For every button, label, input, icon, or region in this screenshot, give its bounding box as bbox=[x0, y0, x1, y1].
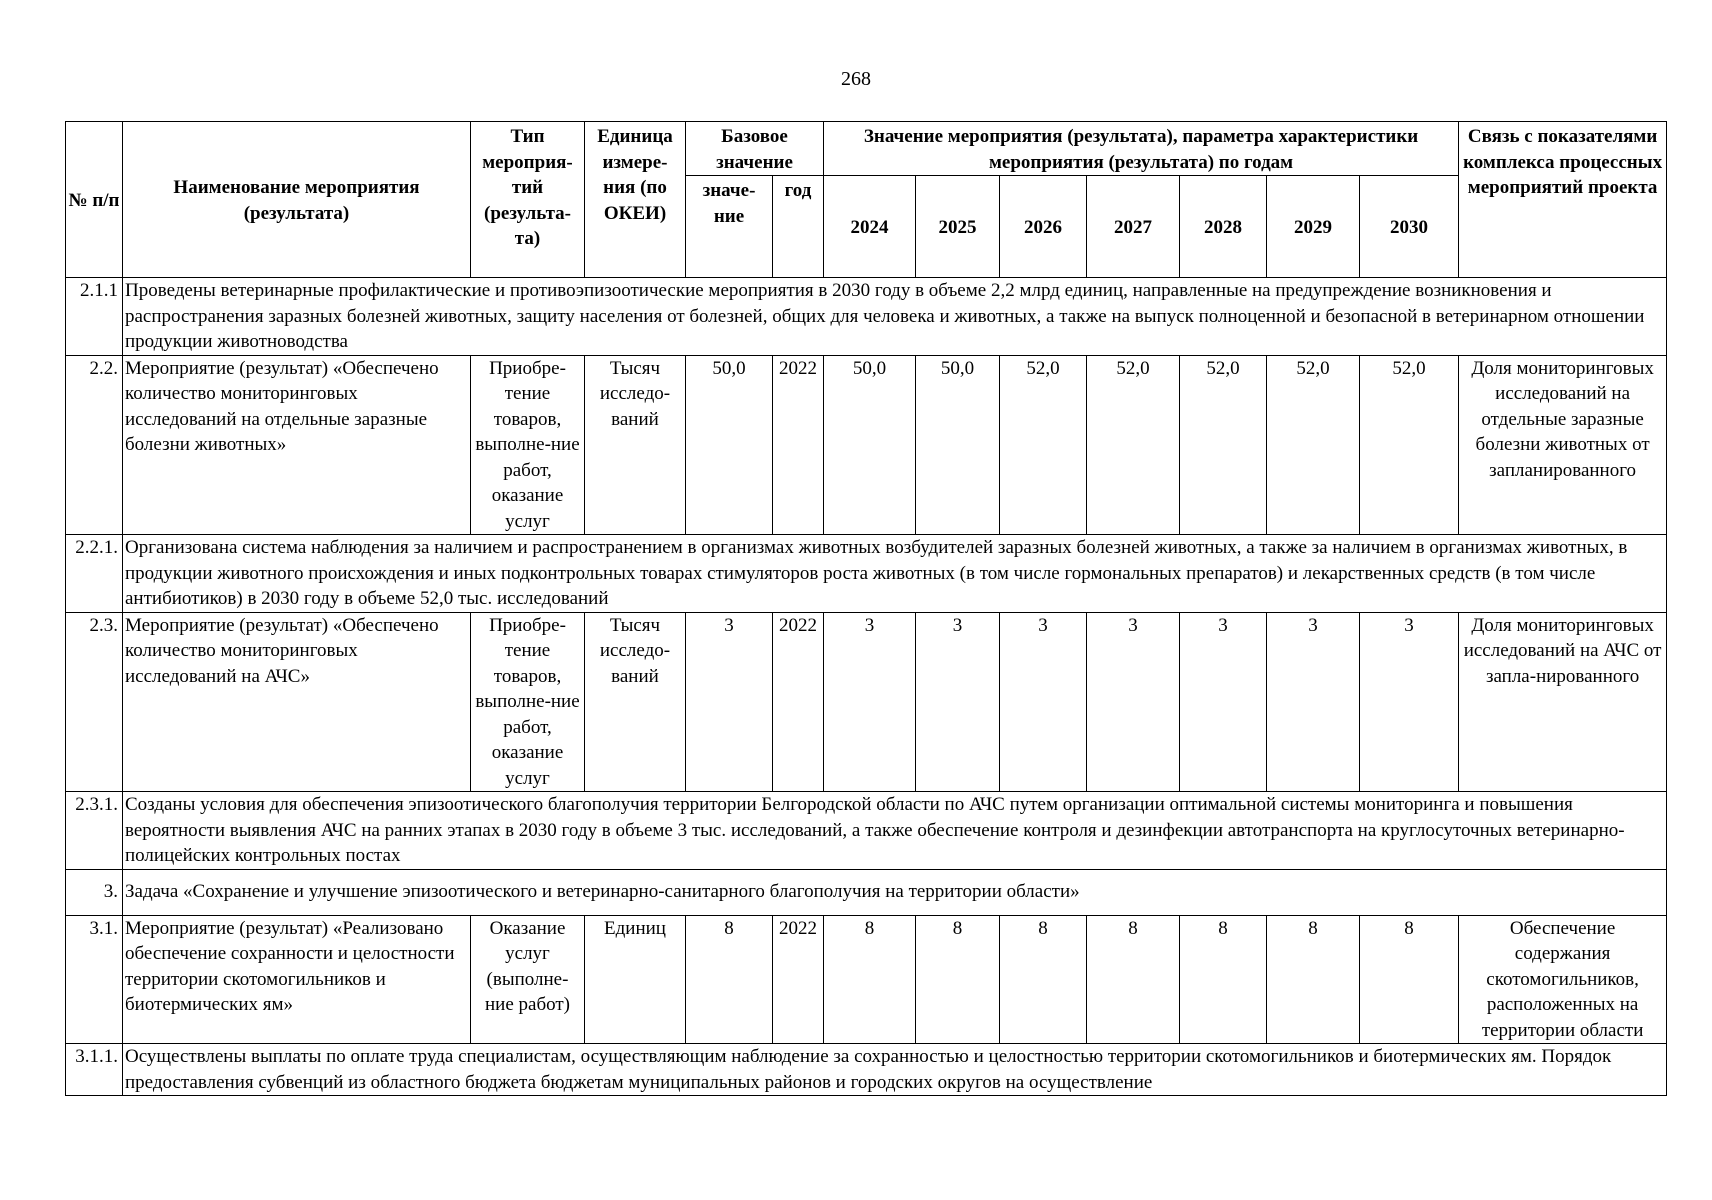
row-result-text: Организована система наблюдения за наличием и распространением в организмах животных возбудителей заразных болезней животных, а также за наличием в организмах животных, в продукции животного происхождения и иных подконтрольных товарах стимуляторов роста животных (в том числе гормональных препаратов) и лекарственных средств (в том числе антибиотиков) в 2030 году в объеме 52,0 тыс. исследований bbox=[123, 535, 1667, 613]
row-number: 3.1.1. bbox=[66, 1044, 123, 1096]
row-event-name: Мероприятие (результат) «Реализовано обеспечение сохранности и целостности территории скотомогильников и биотермических ям» bbox=[123, 915, 471, 1044]
row-value-2026: 3 bbox=[1000, 612, 1087, 792]
header-base-year: год bbox=[773, 176, 824, 278]
row-value-2030: 8 bbox=[1360, 915, 1459, 1044]
row-number: 2.3. bbox=[66, 612, 123, 792]
row-task-text: Задача «Сохранение и улучшение эпизоотического и ветеринарно-санитарного благополучия на территории области» bbox=[123, 869, 1667, 915]
row-number: 3. bbox=[66, 869, 123, 915]
row-value-2030: 52,0 bbox=[1360, 355, 1459, 535]
page-number: 268 bbox=[841, 68, 871, 90]
table-row bbox=[66, 915, 1667, 1044]
row-value-2026: 52,0 bbox=[1000, 355, 1087, 535]
row-value-2027: 3 bbox=[1087, 612, 1180, 792]
header-year: 2029 bbox=[1267, 176, 1360, 278]
header-year: 2030 bbox=[1360, 176, 1459, 278]
row-unit: Тысяч исследо-ваний bbox=[585, 612, 686, 792]
row-number: 2.3.1. bbox=[66, 792, 123, 870]
row-value-2028: 8 bbox=[1180, 915, 1267, 1044]
row-base-year: 2022 bbox=[773, 355, 824, 535]
row-number: 2.1.1 bbox=[66, 278, 123, 356]
row-value-2025: 8 bbox=[916, 915, 1000, 1044]
header-year: 2024 bbox=[824, 176, 916, 278]
row-value-2024: 3 bbox=[824, 612, 916, 792]
row-base-year: 2022 bbox=[773, 915, 824, 1044]
row-event-type: Оказание услуг (выполне-ние работ) bbox=[471, 915, 585, 1044]
header-values-group: Значение мероприятия (результата), параметра характеристики мероприятия (результата) по годам bbox=[824, 122, 1459, 176]
row-base-year: 2022 bbox=[773, 612, 824, 792]
row-base-value: 3 bbox=[686, 612, 773, 792]
row-unit: Единиц bbox=[585, 915, 686, 1044]
row-value-2025: 3 bbox=[916, 612, 1000, 792]
header-base-value: значе-ние bbox=[686, 176, 773, 278]
table-row bbox=[66, 869, 1667, 915]
row-value-2027: 8 bbox=[1087, 915, 1180, 1044]
row-value-2028: 52,0 bbox=[1180, 355, 1267, 535]
row-value-2024: 8 bbox=[824, 915, 916, 1044]
events-table bbox=[65, 121, 1667, 1096]
row-value-2027: 52,0 bbox=[1087, 355, 1180, 535]
header-year: 2027 bbox=[1087, 176, 1180, 278]
row-value-2029: 3 bbox=[1267, 612, 1360, 792]
table-row bbox=[66, 612, 1667, 792]
row-number: 2.2. bbox=[66, 355, 123, 535]
header-year: 2026 bbox=[1000, 176, 1087, 278]
row-event-type: Приобре-тение товаров, выполне-ние работ, оказание услуг bbox=[471, 612, 585, 792]
row-unit: Тысяч исследо-ваний bbox=[585, 355, 686, 535]
row-value-2030: 3 bbox=[1360, 612, 1459, 792]
row-base-value: 50,0 bbox=[686, 355, 773, 535]
row-value-2026: 8 bbox=[1000, 915, 1087, 1044]
row-number: 3.1. bbox=[66, 915, 123, 1044]
table-row bbox=[66, 355, 1667, 535]
header-type: Тип мероприя-тий (результа-та) bbox=[471, 122, 585, 278]
header-unit: Единица измере-ния (по ОКЕИ) bbox=[585, 122, 686, 278]
table-row bbox=[66, 535, 1667, 613]
row-indicator-link: Обеспечение содержания скотомогильников, расположенных на территории области bbox=[1459, 915, 1667, 1044]
table-row bbox=[66, 1044, 1667, 1096]
row-result-text: Осуществлены выплаты по оплате труда специалистам, осуществляющим наблюдение за сохранностью и целостностью территории скотомогильников и биотермических ям. Порядок предоставления субвенций из областного бюджета бюджетам муниципальных районов и городских округов на осуществление bbox=[123, 1044, 1667, 1096]
row-indicator-link: Доля мониторинговых исследований на АЧС от запла-нированного bbox=[1459, 612, 1667, 792]
row-result-text: Созданы условия для обеспечения эпизоотического благополучия территории Белгородской области по АЧС путем организации оптимальной системы мониторинга и повышения вероятности выявления АЧС на ранних этапах в 2030 году в объеме 3 тыс. исследований, а также обеспечение контроля и дезинфекции автотранспорта на круглосуточных ветеринарно-полицейских контрольных постах bbox=[123, 792, 1667, 870]
header-name: Наименование мероприятия (результата) bbox=[123, 122, 471, 278]
row-indicator-link: Доля мониторинговых исследований на отдельные заразные болезни животных от запланированного bbox=[1459, 355, 1667, 535]
row-event-name: Мероприятие (результат) «Обеспечено количество мониторинговых исследований на АЧС» bbox=[123, 612, 471, 792]
row-number: 2.2.1. bbox=[66, 535, 123, 613]
row-result-text: Проведены ветеринарные профилактические и противоэпизоотические мероприятия в 2030 году в объеме 2,2 млрд единиц, направленные на предупреждение возникновения и распространения заразных болезней животных, защиту населения от болезней, общих для человека и животных, а также на выпуск полноценной и безопасной в ветеринарном отношении продукции животноводства bbox=[123, 278, 1667, 356]
row-value-2028: 3 bbox=[1180, 612, 1267, 792]
header-year: 2028 bbox=[1180, 176, 1267, 278]
header-base-group: Базовое значение bbox=[686, 122, 824, 176]
row-value-2024: 50,0 bbox=[824, 355, 916, 535]
header-year: 2025 bbox=[916, 176, 1000, 278]
row-value-2029: 8 bbox=[1267, 915, 1360, 1044]
row-base-value: 8 bbox=[686, 915, 773, 1044]
row-event-name: Мероприятие (результат) «Обеспечено количество мониторинговых исследований на отдельные заразные болезни животных» bbox=[123, 355, 471, 535]
table-row bbox=[66, 792, 1667, 870]
header-no: № п/п bbox=[66, 122, 123, 278]
header-link: Связь с показателями комплекса процессных мероприятий проекта bbox=[1459, 122, 1667, 278]
table-row bbox=[66, 278, 1667, 356]
row-value-2025: 50,0 bbox=[916, 355, 1000, 535]
row-value-2029: 52,0 bbox=[1267, 355, 1360, 535]
row-event-type: Приобре-тение товаров, выполне-ние работ, оказание услуг bbox=[471, 355, 585, 535]
